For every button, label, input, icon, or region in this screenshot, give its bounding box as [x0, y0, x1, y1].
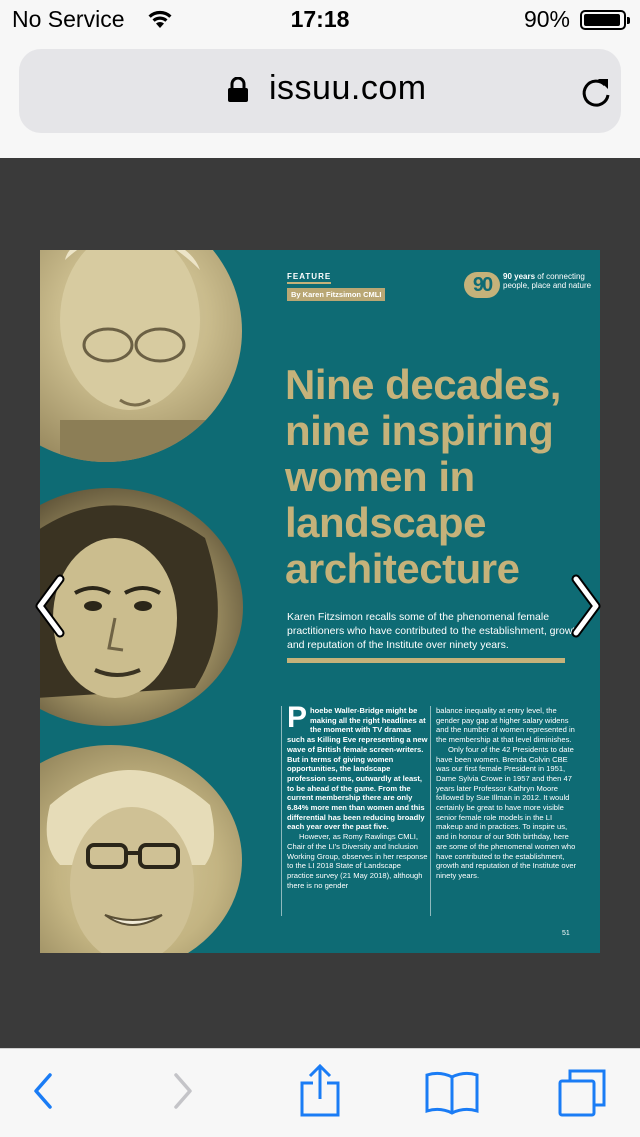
chevron-right-icon[interactable]	[566, 571, 606, 641]
section-label: FEATURE	[287, 272, 331, 284]
carrier-label: No Service	[12, 6, 125, 32]
portrait-photo-elderly-woman	[40, 250, 242, 462]
headline: Nine decades, nine inspiring women in landscape architecture	[285, 361, 561, 592]
battery-icon	[580, 10, 626, 30]
document-viewer[interactable]	[0, 158, 640, 1048]
forward-icon[interactable]	[170, 1069, 196, 1118]
page-number: 51	[562, 930, 570, 937]
reload-icon[interactable]	[579, 73, 613, 114]
tabs-icon[interactable]	[556, 1067, 608, 1124]
battery-percent: 90%	[523, 6, 570, 32]
browser-toolbar	[0, 1048, 640, 1137]
share-icon[interactable]	[298, 1063, 342, 1124]
magazine-page[interactable]	[40, 250, 600, 953]
status-bar	[0, 0, 640, 40]
byline: By Karen Fitzsimon CMLI	[287, 288, 385, 301]
drop-cap: P	[287, 701, 308, 734]
portrait-photo-woman-glasses	[40, 745, 242, 953]
address-bar[interactable]	[19, 49, 621, 133]
body-column-1	[281, 701, 429, 916]
body-paragraph: However, as Romy Rawlings CMLI, Chair of the LI's Diversity and Inclusion Working Group, observes in her response to the LI 2018 State of Landscape practice survey (21 May 2018), although there is no gender	[287, 832, 428, 890]
url-text[interactable]: issuu.com	[269, 69, 427, 107]
lock-icon	[227, 77, 249, 108]
body-paragraph: Only four of the 42 Presidents to date have been women. Brenda Colvin CBE was our first female President in 1951, Dame Sylvia Crowe in 1957 and then 47 years later Professor Kathryn Moore followed by Sue Illman in 2012. It would certainly be great to have more visible senior female role models in the LI makeup and in practices. To inspire us, and in honour of our 90th birthday, here are some of the phenomenal women who have contributed to the establishment, growth and reputation of the Institute over ninety years.	[436, 744, 577, 880]
divider	[287, 658, 565, 663]
back-icon[interactable]	[30, 1069, 56, 1118]
standfirst: Karen Fitzsimon recalls some of the phenomenal female practitioners who have contributed to the establishment, growth and reputation of the Institute over ninety years.	[287, 611, 582, 651]
bookmarks-icon[interactable]	[424, 1069, 480, 1122]
lead-paragraph: hoebe Waller-Bridge might be making all the right headlines at the moment with TV dramas such as Killing Eve representing a new wave of British female screen-writers. But in terms of giving women opportunities, the landscape profession seems, outwardly at least, to be ahead of the game. From the current membership there are only 6.84% more men than women and this differential has been reducing broadly each year over the past five.	[287, 706, 428, 832]
clock: 17:18	[290, 6, 350, 32]
portrait-photo-woman-1950s	[40, 488, 243, 726]
body-column-2	[430, 706, 581, 916]
chevron-left-icon[interactable]	[30, 571, 70, 641]
body-paragraph: balance inequality at entry level, the gender pay gap at higher salary widens and the number of women represented in the membership at that level diminishes.	[436, 706, 575, 745]
ninety-years-text: 90 years of connecting people, place and nature	[503, 272, 592, 290]
ninety-years-logo: 90	[464, 272, 500, 298]
